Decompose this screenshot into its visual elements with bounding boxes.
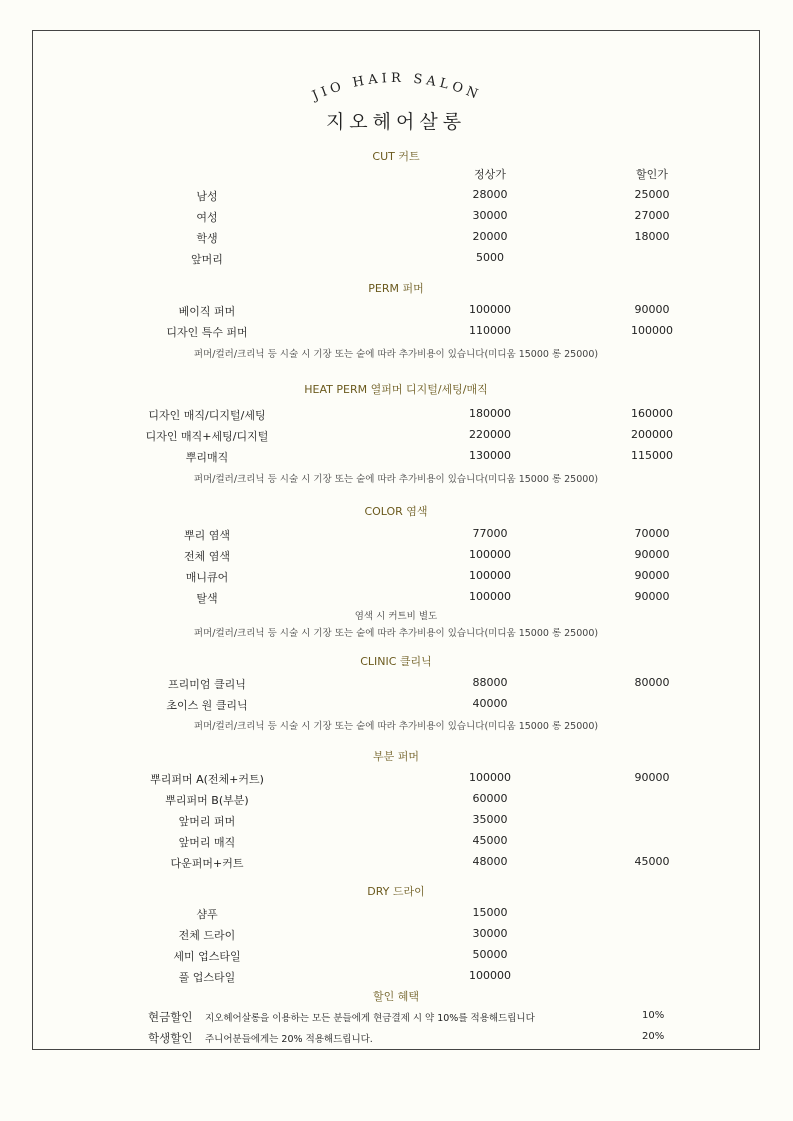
regular-price: 40000 xyxy=(472,697,508,710)
section-note: 퍼머/컬러/크리닉 등 시술 시 기장 또는 숱에 따라 추가비용이 있습니다(미디움 15000 롱 25000) xyxy=(193,721,599,732)
price-row xyxy=(33,948,759,966)
price-row xyxy=(33,548,759,566)
brand-arc-logo xyxy=(33,31,761,111)
price-row xyxy=(33,792,759,810)
section-title: CUT 커트 xyxy=(372,150,420,163)
service-name: 뿌리 염색 xyxy=(183,529,231,542)
price-row xyxy=(33,527,759,545)
discount-price: 25000 xyxy=(634,188,670,201)
section-title: HEAT PERM 열퍼머 디지털/세팅/매직 xyxy=(304,383,488,396)
regular-price: 88000 xyxy=(472,676,508,689)
service-name: 전체 염색 xyxy=(183,550,231,563)
discount-price: 90000 xyxy=(634,548,670,561)
discount-price: 18000 xyxy=(634,230,670,243)
discount-price: 115000 xyxy=(631,449,673,462)
regular-price: 15000 xyxy=(472,906,508,919)
service-name: 뿌리퍼머 B(부분) xyxy=(165,794,249,807)
service-name: 앞머리 매직 xyxy=(178,836,236,849)
service-name: 디자인 특수 퍼머 xyxy=(166,326,248,339)
column-header-regular: 정상가 xyxy=(474,168,506,181)
discount-section-title: 할인 혜택 xyxy=(372,990,419,1003)
price-row xyxy=(33,188,759,206)
regular-price: 220000 xyxy=(469,428,511,441)
discount-price: 80000 xyxy=(634,676,670,689)
service-name: 샴푸 xyxy=(196,908,218,921)
regular-price: 180000 xyxy=(469,407,511,420)
service-name: 베이직 퍼머 xyxy=(178,305,236,318)
regular-price: 100000 xyxy=(469,548,511,561)
discount-price: 90000 xyxy=(634,771,670,784)
regular-price: 20000 xyxy=(472,230,508,243)
section-title: 부분 퍼머 xyxy=(372,750,419,763)
discount-rate: 10% xyxy=(642,1010,665,1021)
service-name: 탈색 xyxy=(196,592,218,605)
price-row xyxy=(33,569,759,587)
service-name: 매니큐어 xyxy=(185,571,229,584)
regular-price: 45000 xyxy=(472,834,508,847)
section-title: COLOR 염색 xyxy=(364,505,428,518)
regular-price: 110000 xyxy=(469,324,511,337)
discount-description: 지오헤어살롱을 이용하는 모든 분들에게 현금결제 시 약 10%를 적용해드립니다 xyxy=(205,1013,535,1024)
brand-korean-name: 지오헤어살롱 xyxy=(325,111,467,133)
price-row xyxy=(33,771,759,789)
discount-price: 90000 xyxy=(634,590,670,603)
regular-price: 100000 xyxy=(469,569,511,582)
regular-price: 130000 xyxy=(469,449,511,462)
section-title: CLINIC 클리닉 xyxy=(360,655,432,668)
service-name: 초이스 원 클리닉 xyxy=(166,699,248,712)
price-row xyxy=(33,324,759,342)
price-row xyxy=(33,449,759,467)
discount-rate: 20% xyxy=(642,1031,665,1042)
discount-price: 160000 xyxy=(631,407,673,420)
discount-price: 45000 xyxy=(634,855,670,868)
section-note: 염색 시 커트비 별도 xyxy=(354,611,438,622)
discount-price: 90000 xyxy=(634,303,670,316)
price-row xyxy=(33,969,759,987)
regular-price: 50000 xyxy=(472,948,508,961)
service-name: 뿌리퍼머 A(전체+커트) xyxy=(150,773,264,786)
price-row xyxy=(33,676,759,694)
service-name: 전체 드라이 xyxy=(178,929,236,942)
regular-price: 100000 xyxy=(469,303,511,316)
column-header-row xyxy=(33,166,759,184)
service-name: 프리미엄 클리닉 xyxy=(168,678,246,691)
service-name: 세미 업스타일 xyxy=(173,950,241,963)
section-note: 퍼머/컬러/크리닉 등 시술 시 기장 또는 숱에 따라 추가비용이 있습니다(미디움 15000 롱 25000) xyxy=(193,349,599,360)
regular-price: 28000 xyxy=(472,188,508,201)
regular-price: 35000 xyxy=(472,813,508,826)
discount-price: 70000 xyxy=(634,527,670,540)
section-note: 퍼머/컬러/크리닉 등 시술 시 기장 또는 숱에 따라 추가비용이 있습니다(미디움 15000 롱 25000) xyxy=(193,474,599,485)
price-row xyxy=(33,906,759,924)
section-title: DRY 드라이 xyxy=(367,885,425,898)
service-name: 디자인 매직/디지털/세팅 xyxy=(148,409,266,422)
service-name: 뿌리매직 xyxy=(185,451,229,464)
regular-price: 60000 xyxy=(472,792,508,805)
service-name: 여성 xyxy=(196,211,218,224)
regular-price: 48000 xyxy=(472,855,508,868)
price-row xyxy=(33,209,759,227)
price-row xyxy=(33,428,759,446)
section-title: PERM 퍼머 xyxy=(368,282,424,295)
section-note: 퍼머/컬러/크리닉 등 시술 시 기장 또는 숱에 따라 추가비용이 있습니다(미디움 15000 롱 25000) xyxy=(193,628,599,639)
discount-label: 학생할인 xyxy=(148,1031,193,1045)
discount-price: 200000 xyxy=(631,428,673,441)
regular-price: 100000 xyxy=(469,969,511,982)
column-header-discount: 할인가 xyxy=(636,168,668,181)
price-row xyxy=(33,927,759,945)
price-row xyxy=(33,834,759,852)
price-list-frame xyxy=(32,30,760,1050)
price-row xyxy=(33,697,759,715)
discount-price: 100000 xyxy=(631,324,673,337)
price-row xyxy=(33,303,759,321)
service-name: 앞머리 xyxy=(191,253,223,266)
price-row xyxy=(33,855,759,873)
regular-price: 100000 xyxy=(469,590,511,603)
regular-price: 100000 xyxy=(469,771,511,784)
regular-price: 30000 xyxy=(472,209,508,222)
service-name: 앞머리 퍼머 xyxy=(178,815,236,828)
discount-price: 27000 xyxy=(634,209,670,222)
regular-price: 30000 xyxy=(472,927,508,940)
brand-english-name: JIO HAIR SALON xyxy=(310,70,484,104)
regular-price: 5000 xyxy=(476,251,504,264)
service-name: 디자인 매직+세팅/디지털 xyxy=(145,430,269,443)
discount-price: 90000 xyxy=(634,569,670,582)
price-row xyxy=(33,813,759,831)
service-name: 학생 xyxy=(196,232,218,245)
discount-description: 주니어분들에게는 20% 적용해드립니다. xyxy=(205,1034,373,1045)
price-row xyxy=(33,230,759,248)
service-name: 풀 업스타일 xyxy=(178,971,236,984)
price-row xyxy=(33,590,759,608)
service-name: 다운퍼머+커트 xyxy=(170,857,244,870)
discount-label: 현금할인 xyxy=(148,1010,193,1024)
service-name: 남성 xyxy=(196,190,218,203)
price-row xyxy=(33,407,759,425)
price-row xyxy=(33,251,759,269)
regular-price: 77000 xyxy=(472,527,508,540)
